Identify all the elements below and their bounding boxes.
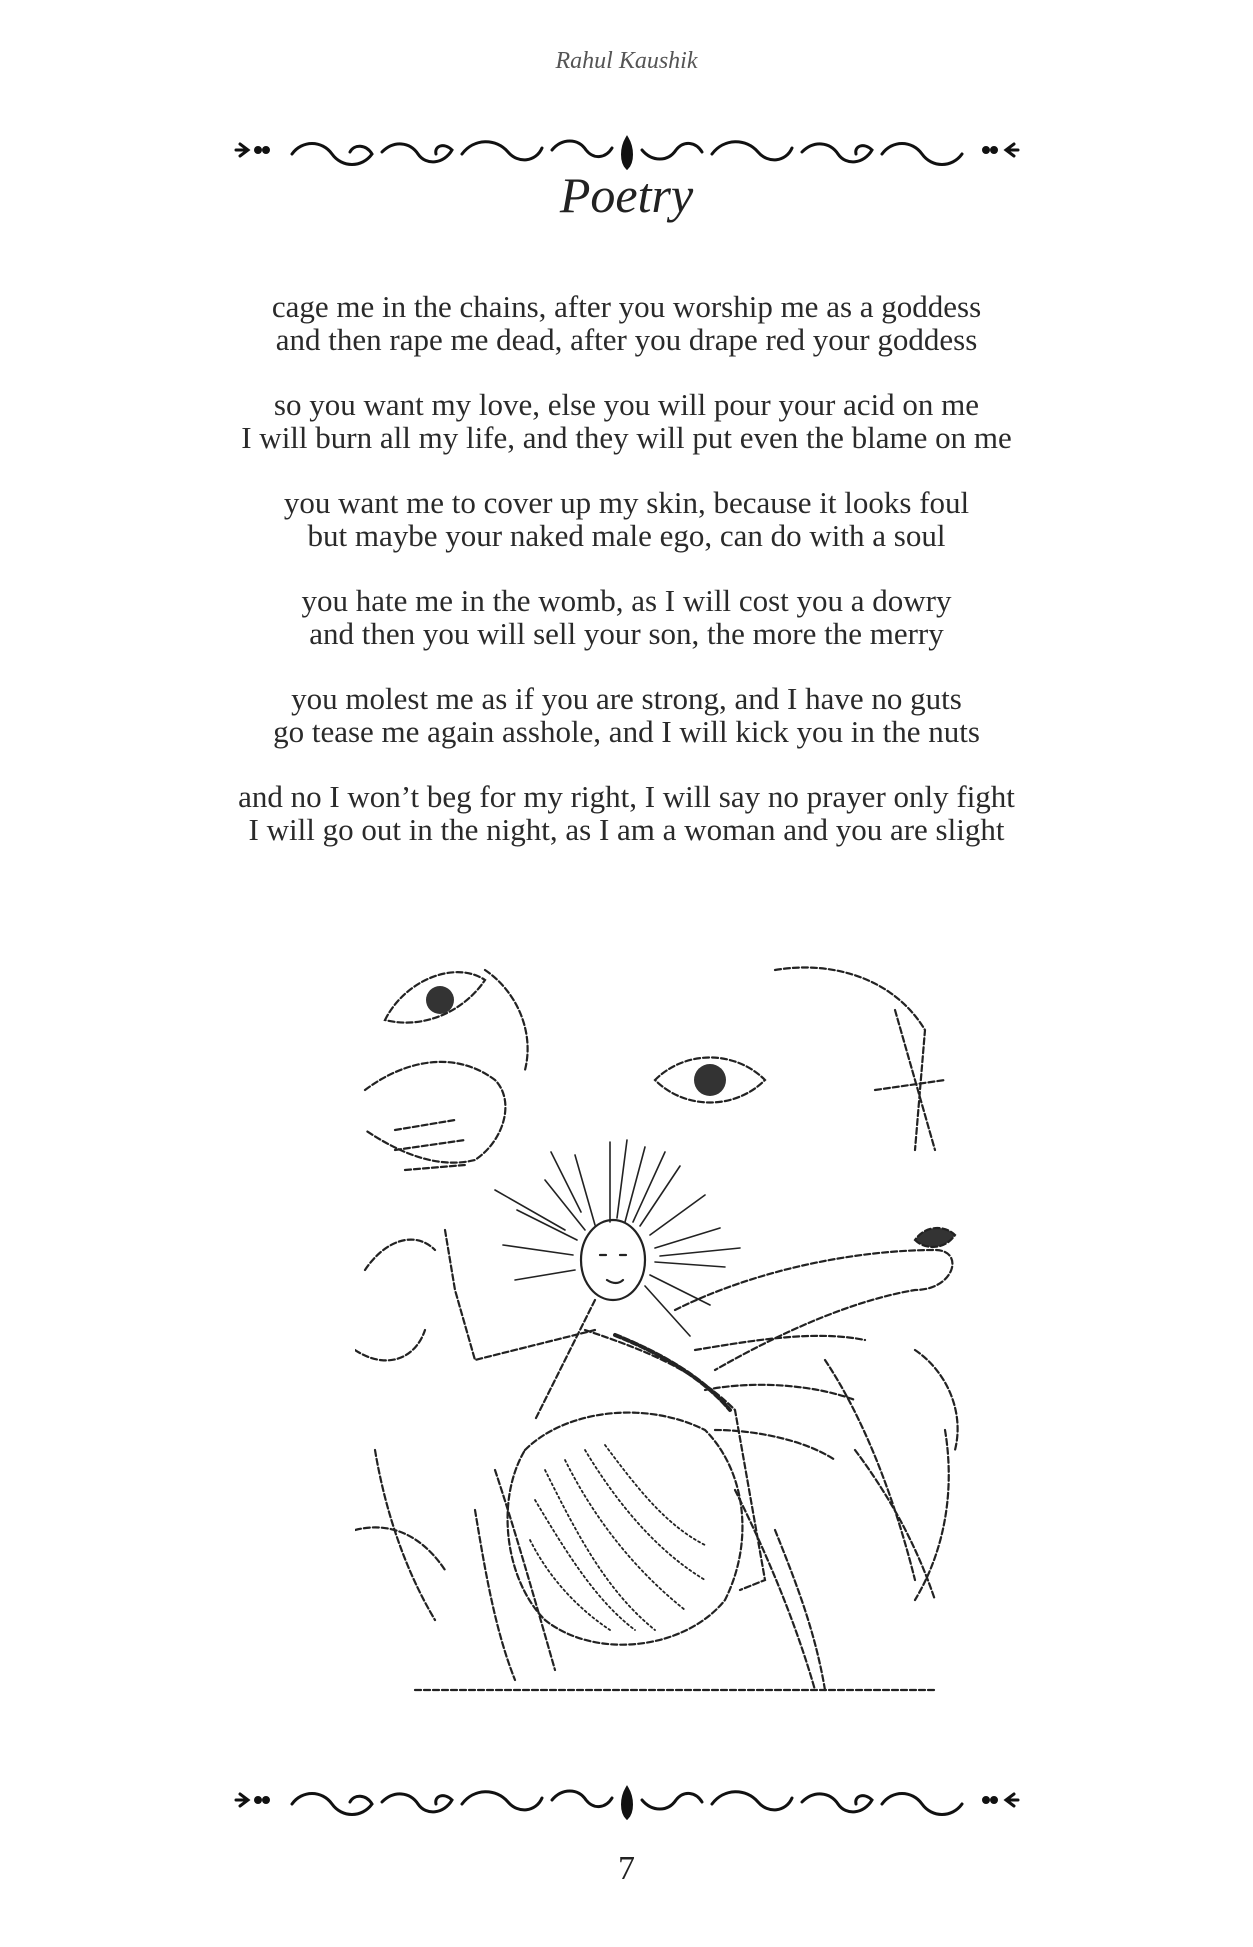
page-title: Poetry (559, 167, 694, 223)
pencil-sketch-woman-illustration (355, 930, 995, 1760)
poem-line: I will go out in the night, as I am a woman and you are slight (248, 812, 1005, 847)
stanza (0, 486, 1253, 552)
poem-line: I will burn all my life, and they will put even the blame on me (241, 420, 1012, 455)
poem-line: and then you will sell your son, the more the merry (309, 616, 944, 651)
poem-line: and no I won’t beg for my right, I will say no prayer only fight (238, 779, 1015, 814)
poem-line: and then rape me dead, after you drape red your goddess (275, 322, 978, 357)
poem-line: you hate me in the womb, as I will cost you a dowry (301, 583, 952, 618)
stanza (0, 780, 1253, 846)
poem-line: go tease me again asshole, and I will kick you in the nuts (273, 714, 980, 749)
poem-line: but maybe your naked male ego, can do with a soul (307, 518, 946, 553)
poem-line: cage me in the chains, after you worship me as a goddess (271, 289, 982, 324)
running-head-author: Rahul Kaushik (555, 48, 698, 74)
poem-line: you want me to cover up my skin, because it looks foul (283, 485, 970, 520)
stanza (0, 682, 1253, 748)
stanza (0, 388, 1253, 454)
poem-line: you molest me as if you are strong, and I have no guts (291, 681, 962, 716)
stanza (0, 584, 1253, 650)
scroll-flourish-divider-icon (232, 1778, 1022, 1822)
stanza (0, 290, 1253, 356)
poem (0, 290, 1253, 878)
page-number: 7 (618, 1850, 635, 1887)
poem-line: so you want my love, else you will pour your acid on me (273, 387, 980, 422)
